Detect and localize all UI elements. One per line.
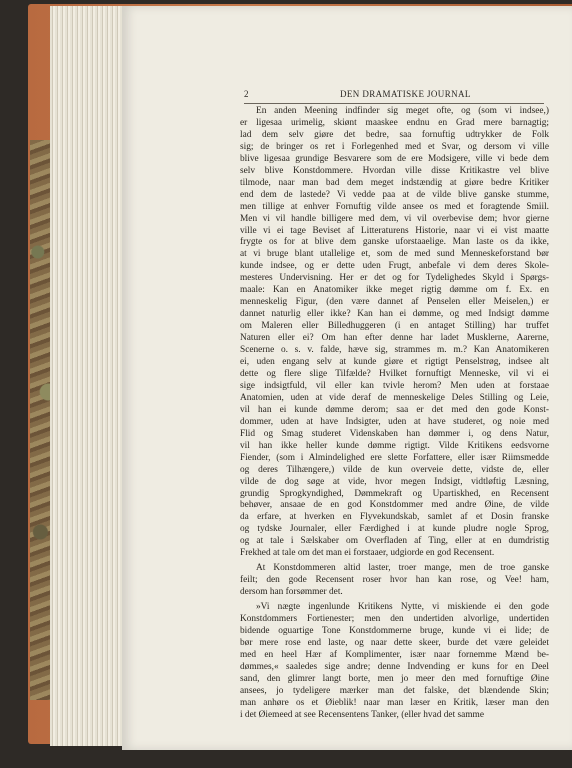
- text-line: med en heel Hær af Komplimenter, især naar fornemme Mænd be-: [240, 649, 549, 660]
- page-edges: [50, 6, 130, 746]
- text-line: da erfare, at hverken en Flyvekundskab, samlet af et Dosin franske: [240, 512, 549, 523]
- text-line: bidende oguartige Tone Konstdommerne bruge, kunde vi ei lide; de: [240, 625, 549, 636]
- page-header: [244, 89, 544, 103]
- text-line: grundig Sprogkyndighed, Dømmekraft og Upartiskhed, en Recensent: [240, 488, 549, 499]
- text-line: man anhøre os et Øieblik! naar man læser en Kritik, læser man den: [240, 697, 549, 708]
- text-line: end dem de lastede? Vi vedde paa at de vilde blive ganske stumme,: [240, 189, 549, 200]
- text-line: dersom han forsømmer det.: [240, 587, 343, 598]
- text-line: Flid og Smag studeret Videnskaben han dømmer i, og dens Natur,: [240, 428, 549, 439]
- text-line: Konstdommers Fortienester; men den undertiden alvorlige, undertiden: [240, 614, 549, 625]
- paragraph: [240, 563, 549, 599]
- text-line: vil han ikke heller kunde dømme rigtigt. Vilde Kritikens eedsvorne: [240, 440, 549, 451]
- text-line: sand, den glimrer langt borte, men jo meer den med fornuftige Øine: [240, 673, 549, 684]
- text-line: i det Øiemeed at see Recensentens Tanker, (eller hvad det samme: [240, 709, 484, 720]
- text-line: bør mere rose end laste, og naar dette skeer, burde det være geleidet: [240, 637, 549, 648]
- text-line: dette og flere slige Tilfælde? Hvilket fornuftigt Menneske, vil vi ei: [240, 368, 549, 379]
- body-text: [240, 106, 549, 722]
- text-line: ville vi ei tage Beviset af Litteraturens Historie, naar vi ei vist maatte: [240, 225, 549, 236]
- text-line: og deres Tilhængere,) vilde de kun overveie dette, vidste de, eller: [240, 464, 549, 475]
- text-line: frygte os for at blive dem ganske uforstaaelige. Man laste os da ikke,: [240, 237, 549, 248]
- text-line: menneskelig Figur, (den være dannet af Penselen eller Meiselen,) er: [240, 297, 549, 308]
- paragraph: [240, 106, 549, 560]
- text-line: Men vi vil handle billigere med dem, vi vil overbevise dem; hvor gierne: [240, 213, 549, 224]
- running-title: DEN DRAMATISKE JOURNAL: [340, 89, 471, 99]
- text-line: at vi bruge blant utallelige et, som de med sund Menneskeforstand bør: [240, 249, 549, 260]
- text-line: En anden Meening indfinder sig meget ofte, og (som vi indsee,): [256, 106, 549, 116]
- text-line: Naturen eller ei? Om han efter denne har ladet Musklerne, Aarerne,: [240, 333, 549, 344]
- text-line: selv blive Konstdommere. Hvordan ville disse Kritikastre vel blive: [240, 165, 549, 176]
- text-line: tilmode, naar man bad dem meget indstændig at giøre bedre Kritiker: [240, 177, 549, 188]
- text-line: At Konstdommeren altid laster, troer mange, men de troe ganske: [256, 563, 549, 574]
- text-line: sige indsigtfuld, vil eller kan tvivle herom? Men uden at forstaae: [240, 380, 549, 391]
- text-line: lad dem selv giøre det bedre, saa fornuftig udtrykker de Folk: [240, 129, 549, 140]
- text-line: mesteres Undervisning. Her er det og for Tydelighedes Skyld i Spørgs-: [240, 273, 549, 284]
- text-line: dannet naturlig eller ikke? Kan han ei dømme, og med Indsigt dømme: [240, 309, 549, 320]
- text-line: dømmes,« saaledes sige andre; denne Indvending er kuns for en Deel: [240, 661, 549, 672]
- header-rule: [244, 103, 544, 104]
- text-line: Anatomien, uden at vide deraf de menneskelige Deles Stilling og Leie,: [240, 392, 549, 403]
- text-line: Frekhed at tale om det man ei forstaaer, udgiorde en god Recensent.: [240, 548, 495, 559]
- text-line: vil han ei kunde dømme derom; saa er det med den gode Konst-: [240, 404, 549, 415]
- text-line: dommer, uden at have Indsigter, uden at have studeret, og noie med: [240, 416, 549, 427]
- text-line: og tydske Journaler, eller Færdighed i at kunde pludre nogle Sprog,: [240, 524, 549, 535]
- text-line: vilde de dog søge at vide, hvor megen Indsigt, vidtløftig Læsning,: [240, 476, 549, 487]
- page-number: 2: [244, 89, 249, 99]
- text-line: ansees, jo tydeligere mærker man det falske, det blændende Skin;: [240, 685, 549, 696]
- text-line: blive ligesaa grundige Besvarere som de ere Modsigere, ville vi bede dem: [240, 153, 549, 164]
- text-line: Scenerne o. s. v. falde, hæve sig, strammes m. m.? Kan Anatomikeren: [240, 345, 549, 356]
- text-line: men tillige at enhver Fornuftig vilde ansee os med et foragtende Smiil.: [240, 201, 549, 212]
- paragraph: [240, 602, 549, 722]
- text-line: maale: Kan en Anatomiker ikke meget rigtig dømme om f. Ex. en: [240, 285, 549, 296]
- text-line: kunde indsee, og er dette uden Frugt, anbefale vi dem deres Skole-: [240, 261, 549, 272]
- text-line: sig; de bringer os ret i Forlegenhed med et Svar, og dersom vi ville: [240, 141, 549, 152]
- text-line: Fiender, (som i Almindelighed ere slette Forfattere, eller især Riimsmedde: [240, 452, 549, 463]
- text-line: ei, uden engang selv at kunde giøre et rigtigt Penselstrøg, indsee alt: [240, 357, 549, 368]
- text-line: er ligesaa urimelig, skiønt maaskee endnu en Grad mere barnagtig;: [240, 117, 549, 128]
- text-line: »Vi nægte ingenlunde Kritikens Nytte, vi miskiende ei den gode: [256, 602, 549, 613]
- text-line: og at tale i Sælskaber om Overfladen af Ting, eller at en dumdristig: [240, 536, 549, 547]
- text-line: om Maleren eller Billedhuggeren (i en antaget Stilling) har truffet: [240, 321, 549, 332]
- text-line: feilt; den gode Recensent roser hvor han kan rose, og Vee! ham,: [240, 575, 549, 586]
- text-line: behøver, ansaae de en god Konstdommer med andre Øine, de vilde: [240, 500, 549, 511]
